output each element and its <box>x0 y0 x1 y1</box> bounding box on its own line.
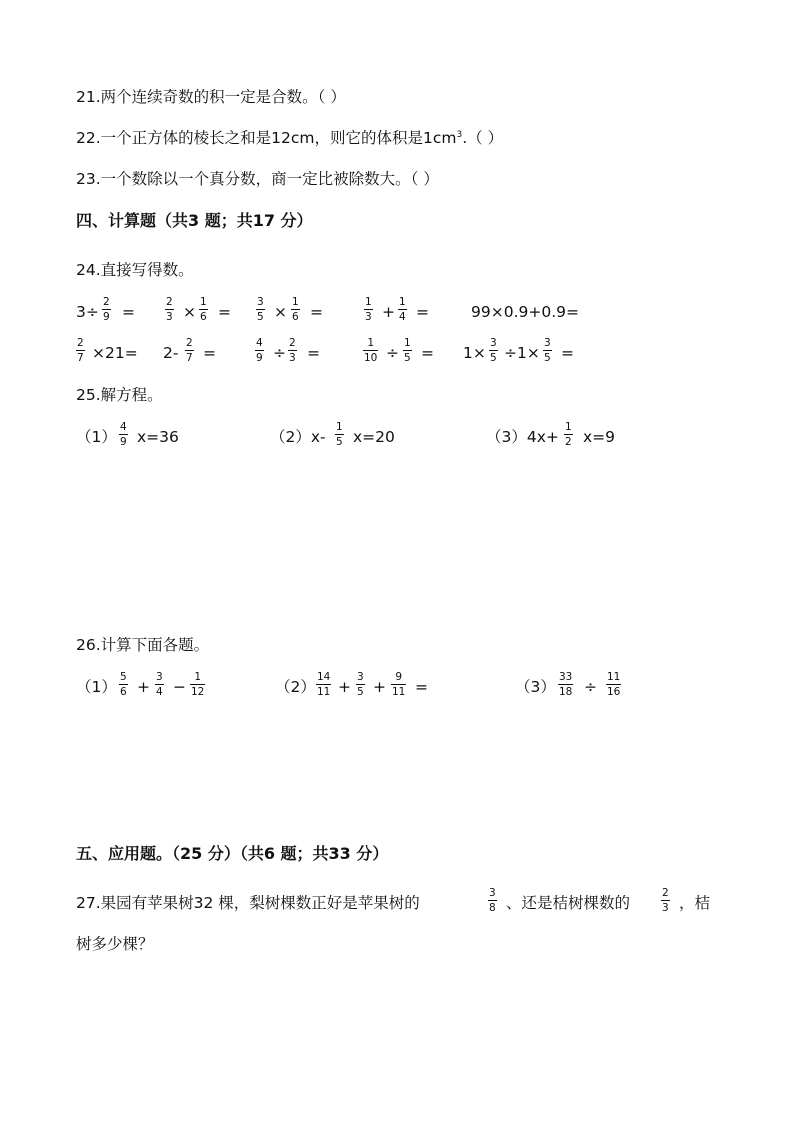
q25-p1-fraction <box>119 422 128 447</box>
q26-p2-op2: + <box>373 678 386 696</box>
numerator: 1 <box>367 337 375 349</box>
q24-r1-e4-operator: + <box>382 303 395 321</box>
q24-r1-e3-fraction-a <box>256 297 265 322</box>
denominator: 16 <box>607 685 621 698</box>
denominator: 6 <box>292 310 299 323</box>
numerator: 2 <box>103 296 110 308</box>
numerator: 4 <box>120 421 127 433</box>
q24-r1-e4-fraction-b <box>398 297 407 322</box>
denominator: 11 <box>392 685 406 698</box>
q26-p3-fraction-a <box>558 672 573 697</box>
q25-p1-prefix: （1） <box>76 428 117 446</box>
denominator: 5 <box>357 685 364 698</box>
q24-r1-e2-fraction-b <box>199 297 208 322</box>
q24-r1-e3-operator: × <box>274 303 287 321</box>
question-21: 21.两个连续奇数的积一定是合数。（ ） <box>76 88 346 106</box>
denominator: 5 <box>490 351 497 364</box>
q24-r2-e3-fraction-a <box>255 338 264 363</box>
q24-r2-e4-fraction-a <box>363 338 378 363</box>
q27-fraction-a <box>488 888 497 913</box>
q24-r2-e5-equals: = <box>561 344 574 362</box>
numerator: 3 <box>156 671 163 683</box>
q24-r2-e4-operator: ÷ <box>386 344 399 362</box>
question-23: 23.一个数除以一个真分数，商一定比被除数大。（ ） <box>76 170 439 188</box>
denominator: 5 <box>336 435 343 448</box>
q26-p2-equals: = <box>415 678 428 696</box>
denominator: 5 <box>544 351 551 364</box>
q27-fraction-b <box>661 888 670 913</box>
section-4-title: 四、计算题（共3 题；共17 分） <box>76 211 313 230</box>
q26-p2-op1: + <box>338 678 351 696</box>
numerator: 4 <box>256 337 263 349</box>
numerator: 1 <box>404 337 411 349</box>
q25-p3-prefix: （3）4x+ <box>486 428 559 446</box>
q27-text-a: 27.果园有苹果树32 棵，梨树棵数正好是苹果树的 <box>76 894 420 912</box>
denominator: 5 <box>404 351 411 364</box>
q27-text-b: 、还是桔树棵数的 <box>506 894 631 912</box>
denominator: 6 <box>120 685 127 698</box>
question-22-blank: .（ ） <box>462 129 504 147</box>
numerator: 2 <box>662 887 669 899</box>
q25-p1-rest: x=36 <box>137 428 179 446</box>
denominator: 11 <box>317 685 331 698</box>
numerator: 1 <box>565 421 572 433</box>
denominator: 7 <box>77 351 84 364</box>
section-5-title: 五、应用题。（25 分）（共6 题；共33 分） <box>76 844 389 863</box>
q26-p3-operator: ÷ <box>584 678 597 696</box>
q27-text-line2: 树多少棵？ <box>76 935 154 953</box>
numerator: 2 <box>289 337 296 349</box>
q25-p2-rest: x=20 <box>353 428 395 446</box>
q24-r2-e3-fraction-b <box>288 338 297 363</box>
denominator: 3 <box>662 901 669 914</box>
numerator: 3 <box>544 337 551 349</box>
q24-r2-e5-fraction-b <box>543 338 552 363</box>
numerator: 1 <box>399 296 406 308</box>
denominator: 12 <box>191 685 205 698</box>
q24-r1-e3-equals: = <box>310 303 323 321</box>
denominator: 9 <box>103 310 110 323</box>
denominator: 10 <box>364 351 378 364</box>
q24-r1-e1-equals: = <box>122 303 135 321</box>
denominator: 3 <box>365 310 372 323</box>
q24-r2-e2-fraction <box>185 338 194 363</box>
q24-r1-e1-prefix: 3÷ <box>76 303 99 321</box>
q24-r1-e1-fraction <box>102 297 111 322</box>
numerator: 2 <box>186 337 193 349</box>
q25-p2-fraction <box>335 422 344 447</box>
denominator: 18 <box>559 685 573 698</box>
q24-r2-e3-operator: ÷ <box>273 344 286 362</box>
denominator: 5 <box>257 310 264 323</box>
denominator: 7 <box>186 351 193 364</box>
denominator: 6 <box>200 310 207 323</box>
q24-r1-e2-operator: × <box>183 303 196 321</box>
q26-p3-fraction-b <box>606 672 621 697</box>
q26-p2-prefix: （2） <box>275 678 316 696</box>
denominator: 8 <box>489 901 496 914</box>
denominator: 4 <box>156 685 163 698</box>
numerator: 33 <box>559 671 573 683</box>
q26-p1-op2: − <box>173 678 186 696</box>
q24-r2-e5-middle: ÷1× <box>504 344 540 362</box>
numerator: 1 <box>200 296 207 308</box>
denominator: 4 <box>399 310 406 323</box>
q24-r1-e3-fraction-b <box>291 297 300 322</box>
denominator: 3 <box>166 310 173 323</box>
q24-r1-e5: 99×0.9+0.9= <box>471 303 579 321</box>
q24-r2-e4-equals: = <box>421 344 434 362</box>
q24-r2-e2-prefix: 2- <box>163 344 179 362</box>
q24-r2-e5-fraction-a <box>489 338 498 363</box>
q26-p1-op1: + <box>137 678 150 696</box>
q25-p2-prefix: （2）x- <box>270 428 326 446</box>
q27-text-c: ，桔 <box>679 894 711 912</box>
q24-r2-e2-equals: = <box>203 344 216 362</box>
numerator: 3 <box>490 337 497 349</box>
numerator: 1 <box>336 421 343 433</box>
q26-p1-fraction-c <box>190 672 205 697</box>
numerator: 2 <box>166 296 173 308</box>
q26-p1-fraction-b <box>155 672 164 697</box>
q24-r2-e4-fraction-b <box>403 338 412 363</box>
question-24-title: 24.直接写得数。 <box>76 261 194 279</box>
numerator: 2 <box>77 337 84 349</box>
numerator: 3 <box>257 296 264 308</box>
question-22 <box>76 131 503 147</box>
q26-p2-fraction-b <box>356 672 365 697</box>
denominator: 2 <box>565 435 572 448</box>
numerator: 1 <box>194 671 202 683</box>
question-22-superscript: 3 <box>456 130 463 140</box>
denominator: 3 <box>289 351 296 364</box>
question-26-title: 26.计算下面各题。 <box>76 636 210 654</box>
q26-p2-fraction-a <box>316 672 331 697</box>
q24-r1-e2-equals: = <box>218 303 231 321</box>
q26-p3-prefix: （3） <box>515 678 556 696</box>
numerator: 9 <box>395 671 403 683</box>
numerator: 14 <box>317 671 331 683</box>
q26-p1-prefix: （1） <box>76 678 117 696</box>
q26-p2-fraction-c <box>391 672 406 697</box>
numerator: 3 <box>489 887 496 899</box>
numerator: 3 <box>357 671 364 683</box>
q24-r1-e2-fraction-a <box>165 297 174 322</box>
q24-r1-e4-equals: = <box>416 303 429 321</box>
denominator: 9 <box>256 351 263 364</box>
question-25-title: 25.解方程。 <box>76 386 163 404</box>
q25-p3-rest: x=9 <box>583 428 616 446</box>
q26-p1-fraction-a <box>119 672 128 697</box>
q24-r2-e5-prefix: 1× <box>463 344 486 362</box>
numerator: 1 <box>292 296 299 308</box>
q24-r2-e1-rest: ×21= <box>92 344 138 362</box>
q25-p3-fraction <box>564 422 573 447</box>
numerator: 5 <box>120 671 127 683</box>
q24-r2-e3-equals: = <box>307 344 320 362</box>
denominator: 9 <box>120 435 127 448</box>
question-22-text: 22.一个正方体的棱长之和是12cm，则它的体积是1cm <box>76 129 457 147</box>
q24-r1-e4-fraction-a <box>364 297 373 322</box>
numerator: 1 <box>365 296 372 308</box>
numerator: 11 <box>607 671 621 683</box>
q24-r2-e1-fraction <box>76 338 85 363</box>
